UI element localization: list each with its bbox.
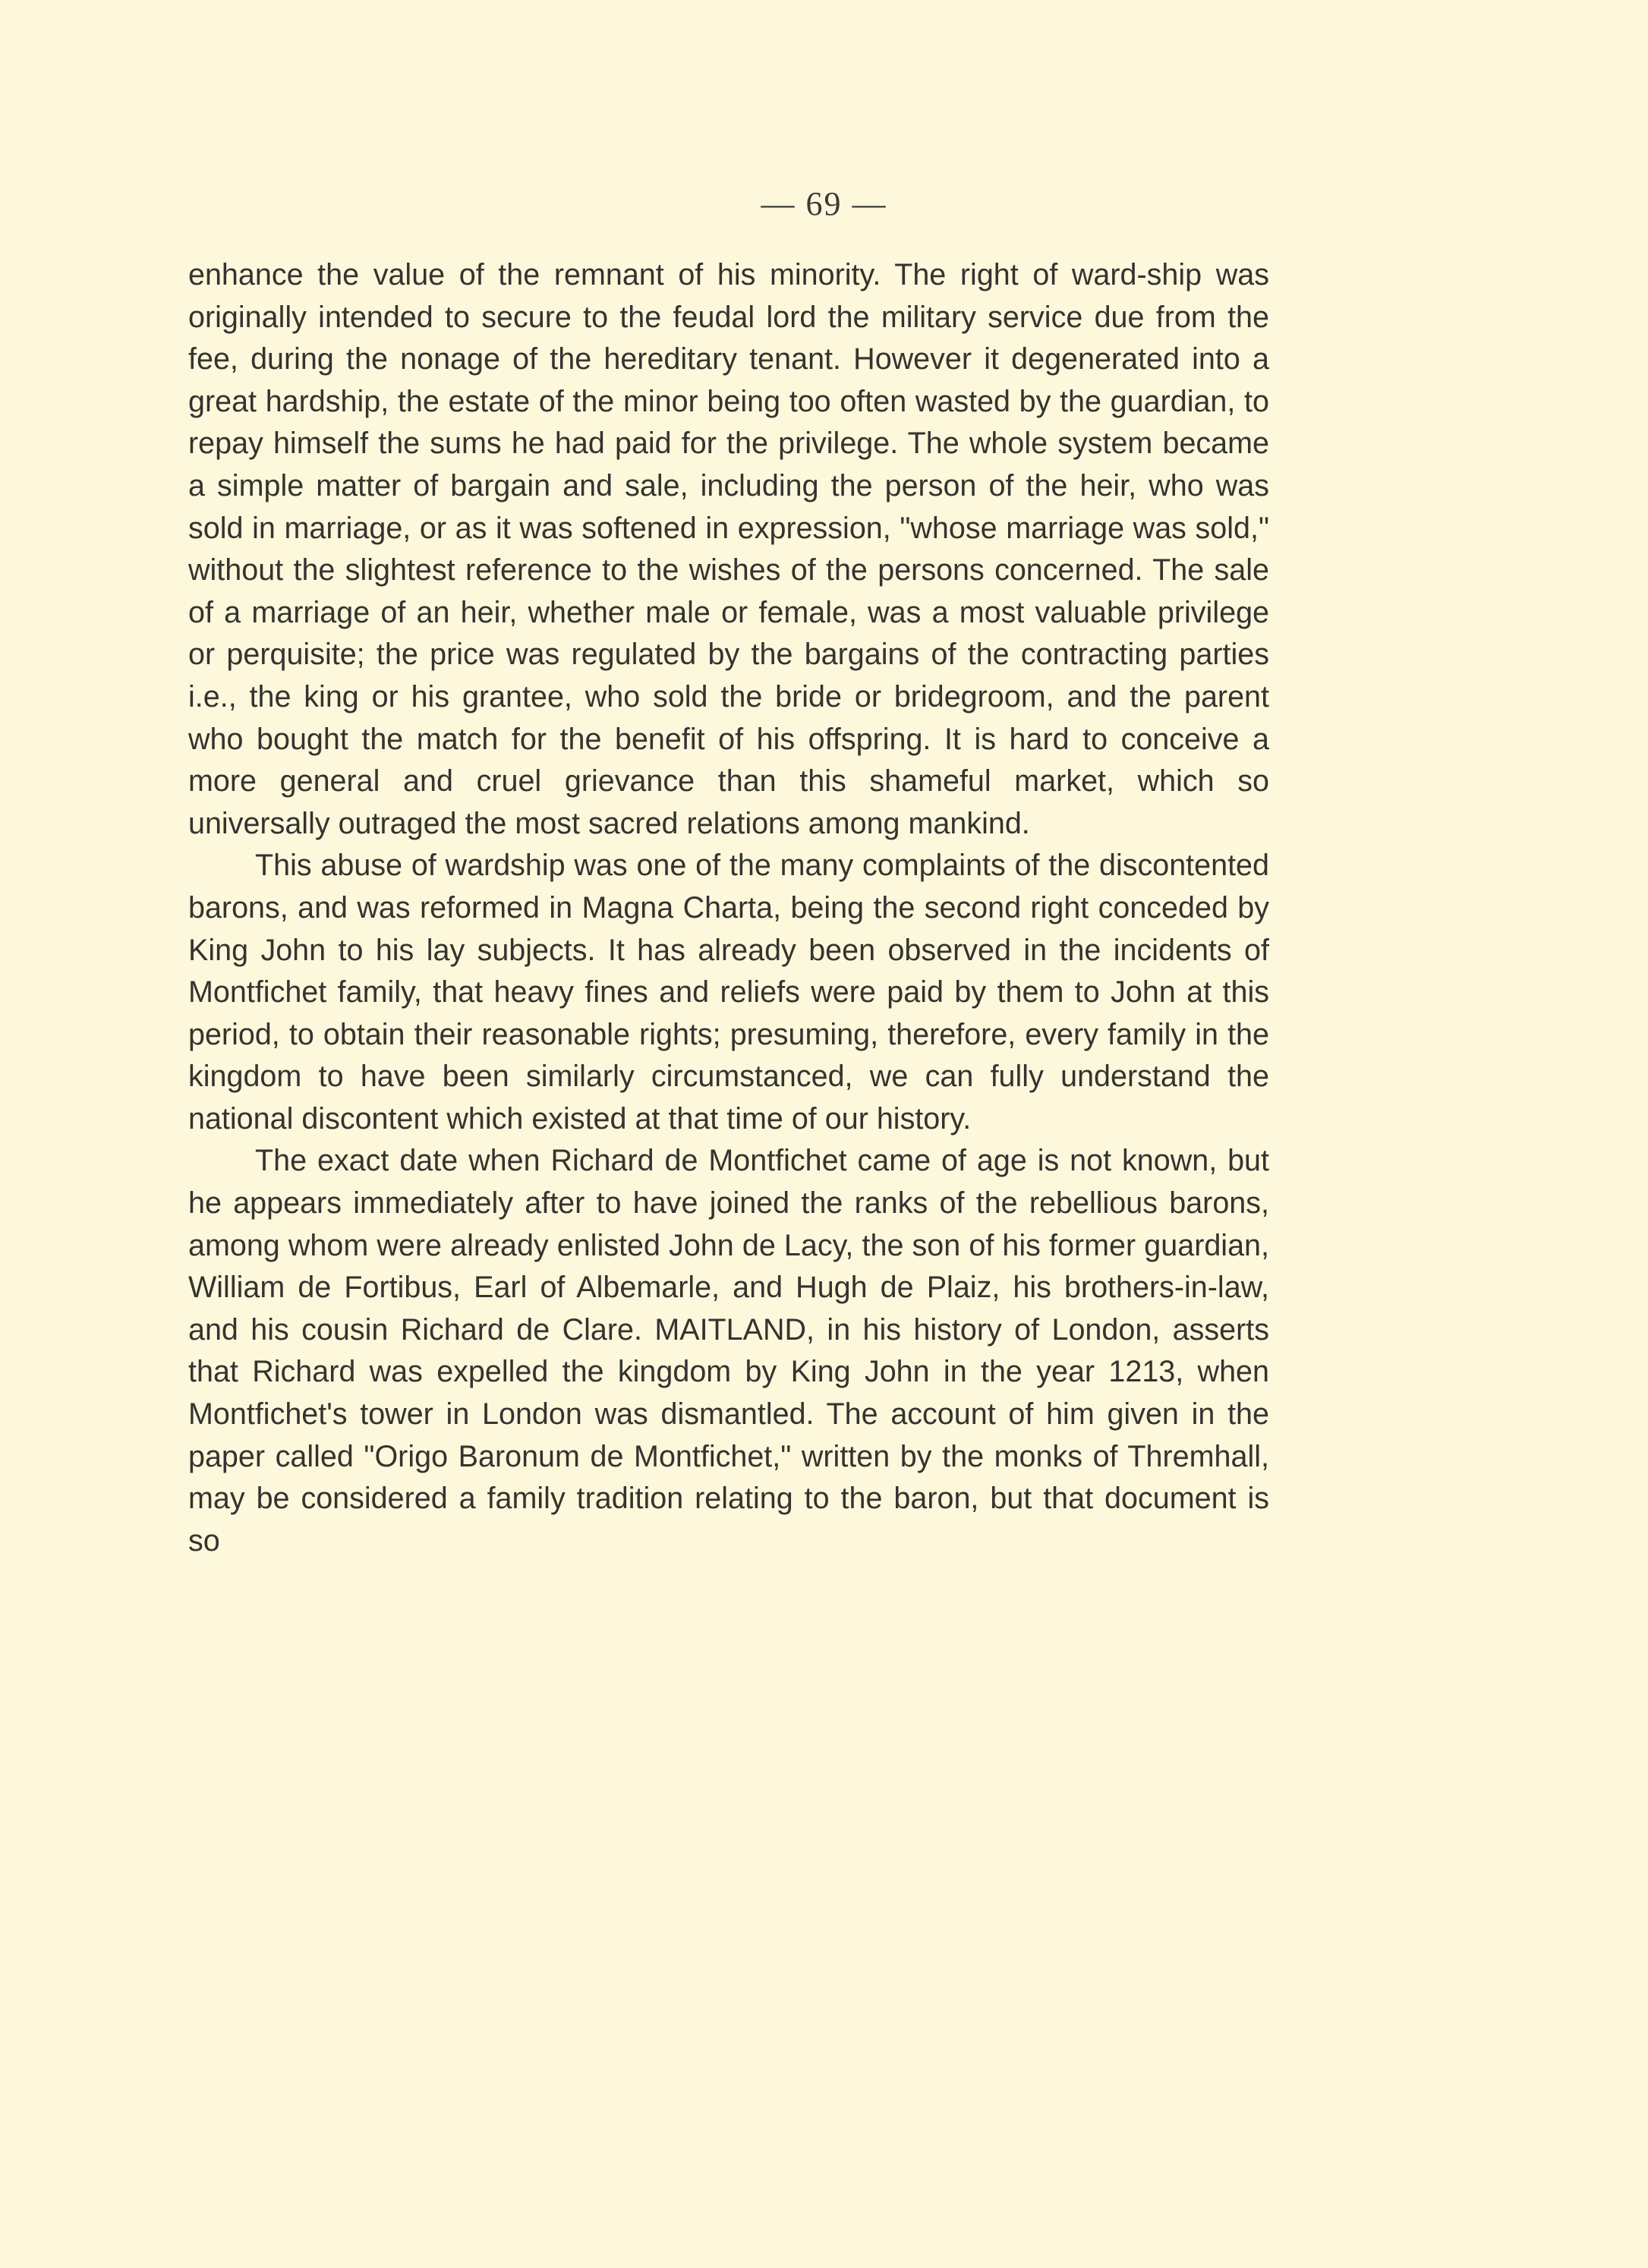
paragraph-2: This abuse of wardship was one of the many complaints of the discontented barons, and was reformed in Magna Charta, being the second right conceded by King John to his lay subjects. It has already been observed in the incidents of Montfichet family, that heavy fines and reliefs were paid by them to John at this period, to obtain their reasonable rights; presuming, therefore, every family in the kingdom to have been similarly circumstanced, we can fully understand the national discontent which existed at that time of our history.	[188, 849, 1269, 1136]
body-text	[188, 254, 1269, 1562]
paragraph-3: The exact date when Richard de Montfichet came of age is not known, but he appears immediately after to have joined the ranks of the rebellious barons, among whom were already enlisted John de Lacy, the son of his former guardian, William de Fortibus, Earl of Albemarle, and Hugh de Plaiz, his brothers-in-law, and his cousin Richard de Clare. MAITLAND, in his history of London, asserts that Richard was expelled the kingdom by King John in the year 1213, when Montfichet's tower in London was dismantled. The account of him given in the paper called "Origo Baronum de Montfichet," written by the monks of Thremhall, may be considered a family tradition relating to the baron, but that document is so	[188, 1144, 1269, 1558]
page-number: — 69 —	[761, 185, 887, 222]
paragraph-1: enhance the value of the remnant of his minority. The right of ward-ship was originally intended to secure to the feudal lord the military service due from the fee, during the nonage of the hereditary tenant. However it degenerated into a great hardship, the estate of the minor being too often wasted by the guardian, to repay himself the sums he had paid for the privilege. The whole system became a simple matter of bargain and sale, including the person of the heir, who was sold in marriage, or as it was softened in expression, "whose marriage was sold," without the slightest reference to the wishes of the persons concerned. The sale of a marriage of an heir, whether male or female, was a most valuable privilege or perquisite; the price was regulated by the bargains of the contracting parties i.e., the king or his grantee, who sold the bride or bridegroom, and the parent who bought the match for the benefit of his offspring. It is hard to conceive a more general and cruel grievance than this shameful market, which so universally outraged the most sacred relations among mankind.	[188, 258, 1269, 840]
